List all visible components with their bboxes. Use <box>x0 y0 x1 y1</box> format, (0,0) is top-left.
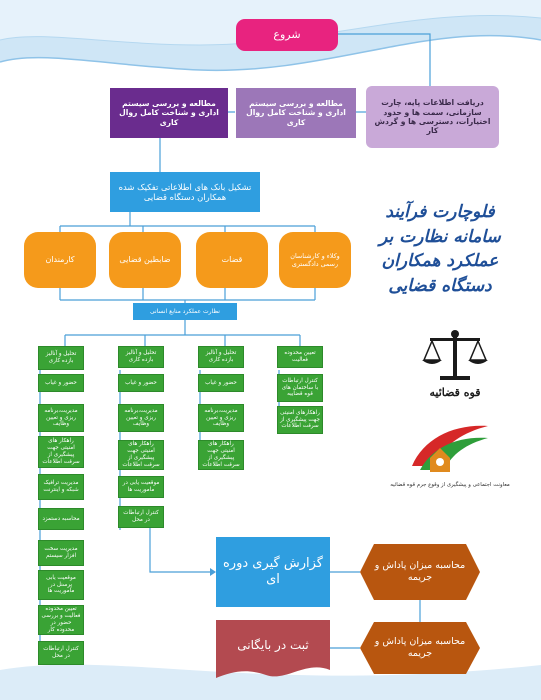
box-study-system-1 <box>110 88 228 138</box>
judiciary-logo-text <box>405 386 505 399</box>
c3-item-6 <box>118 506 164 528</box>
judiciary-emblem-icon <box>410 328 500 384</box>
prevention-logo-icon <box>404 418 494 480</box>
page-title-text: فلوچارت فرآیند سامانه نظارت بر عملکرد همکاران دستگاه قضایی <box>379 202 501 296</box>
c1-item-1 <box>277 346 323 368</box>
c2-item-2-label: حضور و غیاب <box>205 379 237 386</box>
calc-label-1 <box>372 544 468 600</box>
c2-item-1 <box>198 346 244 368</box>
banner-databases <box>110 172 260 212</box>
c2-item-1-label: تحلیل و آنالیز بازده کاری <box>205 350 237 363</box>
start-node <box>236 19 338 51</box>
box-receive-info <box>366 86 499 148</box>
c4-item-6 <box>38 508 84 530</box>
c2-item-4 <box>198 440 244 470</box>
calc-2-text: محاسبه میزان پاداش و جریمه <box>374 636 466 659</box>
prevention-logo-text <box>376 482 524 488</box>
c3-item-2 <box>118 374 164 392</box>
c4-item-10 <box>38 641 84 665</box>
c2-item-3-label: مدیریت،برنامه ریزی و تعیین وظایف <box>204 407 238 428</box>
report-box <box>216 537 330 607</box>
box-study-system-1-label: مطالعه و بررسی سیستم اداری و شناخت کامل روال کاری <box>119 98 219 127</box>
c4-item-8 <box>38 570 84 600</box>
c3-item-1 <box>118 346 164 368</box>
c3-item-1-label: تحلیل و آنالیز بازده کاری <box>125 350 157 363</box>
banner-label: تشکیل بانک های اطلاعاتی تفکیک شده همکاران دستگاه قضایی <box>118 181 252 202</box>
c3-item-5-label: موقعیت یابی در ماموریت ها <box>122 480 160 493</box>
prevention-logo-label: معاونت اجتماعی و پیشگیری از وقوع جرم قوه قضائیه <box>390 482 510 488</box>
group-lawyers <box>279 232 351 288</box>
c4-item-9-label: تعیین محدوده فعالیت و بررسی حضور در محدوده کار <box>41 606 81 633</box>
c1-item-3-label: راهکارهای امنیتی جهت پیشگیری از سرقت اطلاعات <box>280 409 320 430</box>
c4-item-5-label: مدیریت ترافیک شبکه و اینترنت <box>43 480 79 493</box>
c3-item-3 <box>118 404 164 432</box>
group-judges <box>196 232 268 288</box>
c4-item-10-label: کنترل ارتباطات در محل <box>43 646 79 659</box>
report-label: گزارش گیری دوره ای <box>222 555 323 587</box>
c4-item-1-label: تحلیل و آنالیز بازده کاری <box>45 351 77 364</box>
c4-item-4-label: راهکار های امنیتی جهت پیشگیری از سرقت اطلاعات <box>42 438 80 465</box>
c1-item-3 <box>277 406 323 434</box>
group-lawyers-label: وکلاء و کارشناسان رسمی دادگستری <box>290 252 340 268</box>
group-judges-label: قضات <box>221 255 243 264</box>
page-title <box>360 200 520 299</box>
c4-item-7 <box>38 540 84 566</box>
c4-item-4 <box>38 436 84 468</box>
box-receive-info-label: دریافت اطلاعات پایه، چارت سازمانی، سمت ها و حدود اختیارات، دسترسی ها و گردش کار <box>374 98 491 136</box>
group-officers <box>109 232 181 288</box>
archive-box <box>216 620 330 670</box>
group-employees <box>24 232 96 288</box>
c1-item-2 <box>277 374 323 402</box>
c3-item-6-label: کنترل ارتباطات در محل <box>123 510 159 523</box>
box-study-system-2-label: مطالعه و بررسی سیستم اداری و شناخت کامل روال کاری <box>246 98 346 127</box>
start-label: شروع <box>273 28 301 42</box>
oversight-box <box>133 303 237 320</box>
archive-label: ثبت در بایگانی <box>237 637 309 652</box>
c1-item-1-label: تعیین محدوده فعالیت <box>284 350 316 363</box>
c2-item-4-label: راهکار های امنیتی جهت پیشگیری از سرقت اطلاعات <box>202 441 240 468</box>
c3-item-5 <box>118 476 164 498</box>
c4-item-9 <box>38 605 84 635</box>
judiciary-logo-label: قوه قضائیه <box>429 386 481 399</box>
c3-item-4 <box>118 440 164 470</box>
c4-item-8-label: موقعیت یابی پرسنل در ماموریت ها <box>46 574 76 595</box>
c2-item-3 <box>198 404 244 432</box>
c4-item-3-label: مدیریت،برنامه ریزی و تعیین وظایف <box>44 407 78 428</box>
c3-item-3-label: مدیریت،برنامه ریزی و تعیین وظایف <box>124 407 158 428</box>
c4-item-5 <box>38 474 84 500</box>
c4-item-2-label: حضور و غیاب <box>45 379 77 386</box>
calc-1-text: محاسبه میزان پاداش و جریمه <box>374 560 466 583</box>
c4-item-2 <box>38 374 84 392</box>
c3-item-2-label: حضور و غیاب <box>125 379 157 386</box>
c1-item-2-label: کنترل ارتباطات با ساختمان های قوه قضاییه <box>281 377 319 398</box>
box-study-system-2 <box>236 88 356 138</box>
c2-item-2 <box>198 374 244 392</box>
calc-label-2 <box>372 622 468 674</box>
c4-item-1 <box>38 346 84 370</box>
c4-item-6-label: محاسبه دستمزد <box>42 515 80 522</box>
c4-item-7-label: مدیریت سخت افزار سیستم <box>44 546 78 559</box>
group-employees-label: کارمندان <box>45 255 75 264</box>
c4-item-3 <box>38 404 84 432</box>
oversight-label: نظارت عملکرد منابع انسانی <box>150 307 220 315</box>
c3-item-4-label: راهکار های امنیتی جهت پیشگیری از سرقت اطلاعات <box>122 441 160 468</box>
group-officers-label: ضابطین قضایی <box>119 255 171 264</box>
